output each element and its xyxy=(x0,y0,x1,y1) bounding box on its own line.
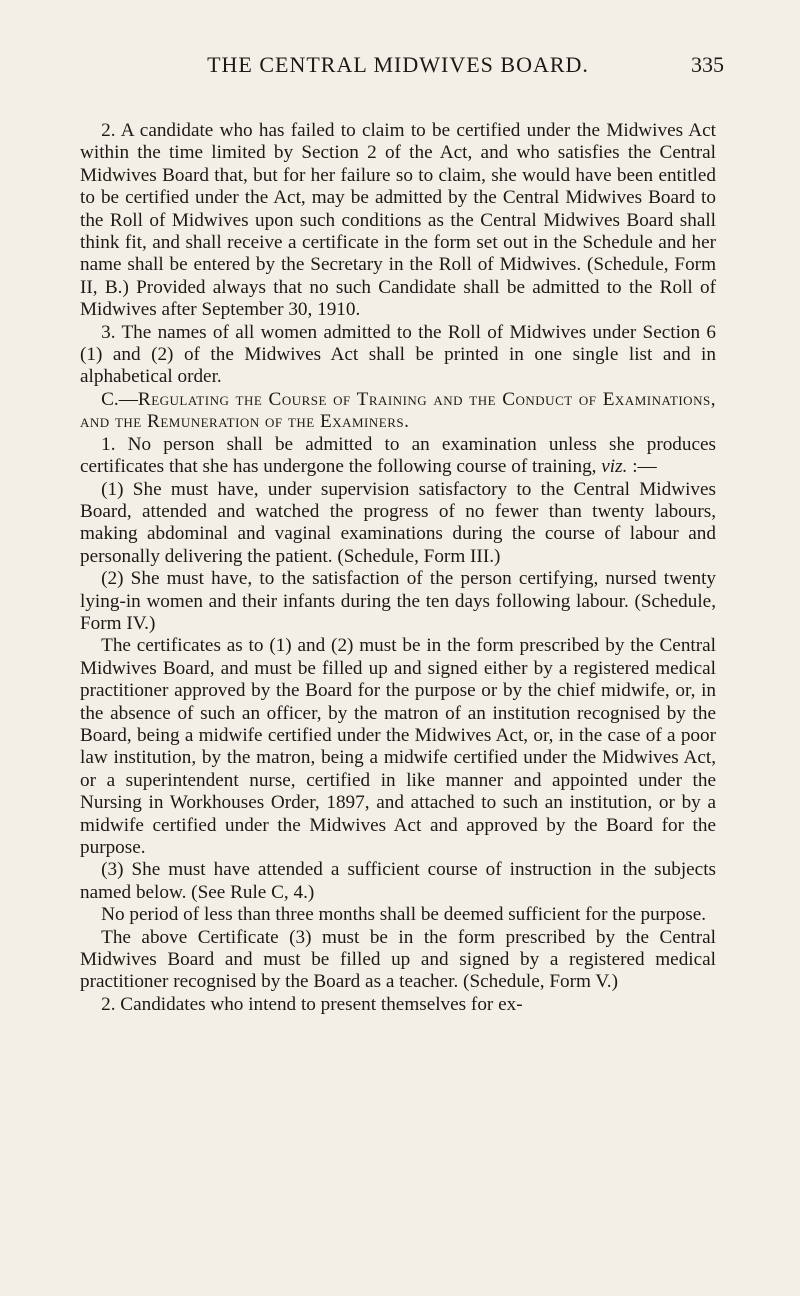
paragraph-rule-b2: 2. A candidate who has failed to claim to be certified under the Midwives Act within the time limited by Section 2 of the Act, and who satisfies the Central Midwives Board that, but for her failure so to claim, she would have been entitled to be certified under the Act, may be admitted by the Central Midwives Board to the Roll of Midwives upon such conditions as the Central Midwives Board shall think fit, and shall receive a certificate in the form set out in the Schedule and her name shall be entered by the Secretary in the Roll of Midwives. (Schedule, Form II, B.) Provided always that no such Candidate shall be admitted to the Roll of Midwives after September 30, 1910. xyxy=(80,120,716,321)
page-body xyxy=(80,120,716,1016)
paragraph-rule-c2: 2. Candidates who intend to present themselves for ex- xyxy=(101,993,523,1015)
paragraph-certificates: The certificates as to (1) and (2) must be in the form prescribed by the Central Midwives Board, and must be filled up and signed either by a registered medical practitioner approved by the Board for the purpose or by the chief midwife, or, in the absence of such an officer, by the matron of an institution recognised by the Board, being a midwife certified under the Midwives Act, or, in the case of a poor law institution, by the matron, being a midwife certified under the Midwives Act, or a superintendent nurse, certified in like manner and appointed under the Nursing in Workhouses Order, 1897, and attached to such an institution, or by a midwife certified under the Midwives Act and approved by the Board for the purpose. xyxy=(80,635,716,858)
rule-c1-viz: viz. xyxy=(601,456,628,478)
running-title: THE CENTRAL MIDWIVES BOARD. xyxy=(207,52,589,77)
paragraph-item-1: (1) She must have, under supervision satisfactory to the Central Midwives Board, attended and watched the progress of no fewer than twenty labours, making abdominal and vaginal examinations during the course of labour and personally delivering the patient. (Schedule, Form III.) xyxy=(80,478,716,567)
section-c-letter: C.— xyxy=(101,388,138,410)
paragraph-item-2: (2) She must have, to the satisfaction of the person certifying, nursed twenty lying-in women and their infants during the ten days following labour. (Schedule, Form IV.) xyxy=(80,568,716,634)
paragraph-rule-b3: 3. The names of all women admitted to the Roll of Midwives under Section 6 (1) and (2) of the Midwives Act shall be printed in one single list and in alphabetical order. xyxy=(80,321,716,388)
paragraph-rule-c1 xyxy=(80,434,716,479)
running-head xyxy=(80,30,724,77)
paragraph-period: No period of less than three months shall be deemed sufficient for the purpose. xyxy=(101,904,707,926)
rule-c1-intro: 1. No person shall be admitted to an examination unless she produces certificates that she has undergone the following course of training, xyxy=(80,433,716,478)
paragraph-certificate-3: The above Certificate (3) must be in the form prescribed by the Central Midwives Board and must be filled up and signed by a registered medical practitioner recognised by the Board as a teacher. (Schedule, Form V.) xyxy=(80,926,716,993)
page-number: 335 xyxy=(691,52,724,77)
paragraph-item-3: (3) She must have attended a sufficient course of instruction in the subjects named below. (See Rule C, 4.) xyxy=(80,859,716,903)
section-c-title: Regulating the Course of Training and the Conduct of Examinations, and the Remuneration of the Examiners. xyxy=(80,388,716,433)
section-c-heading xyxy=(80,389,716,434)
rule-c1-tail: :— xyxy=(627,456,657,478)
